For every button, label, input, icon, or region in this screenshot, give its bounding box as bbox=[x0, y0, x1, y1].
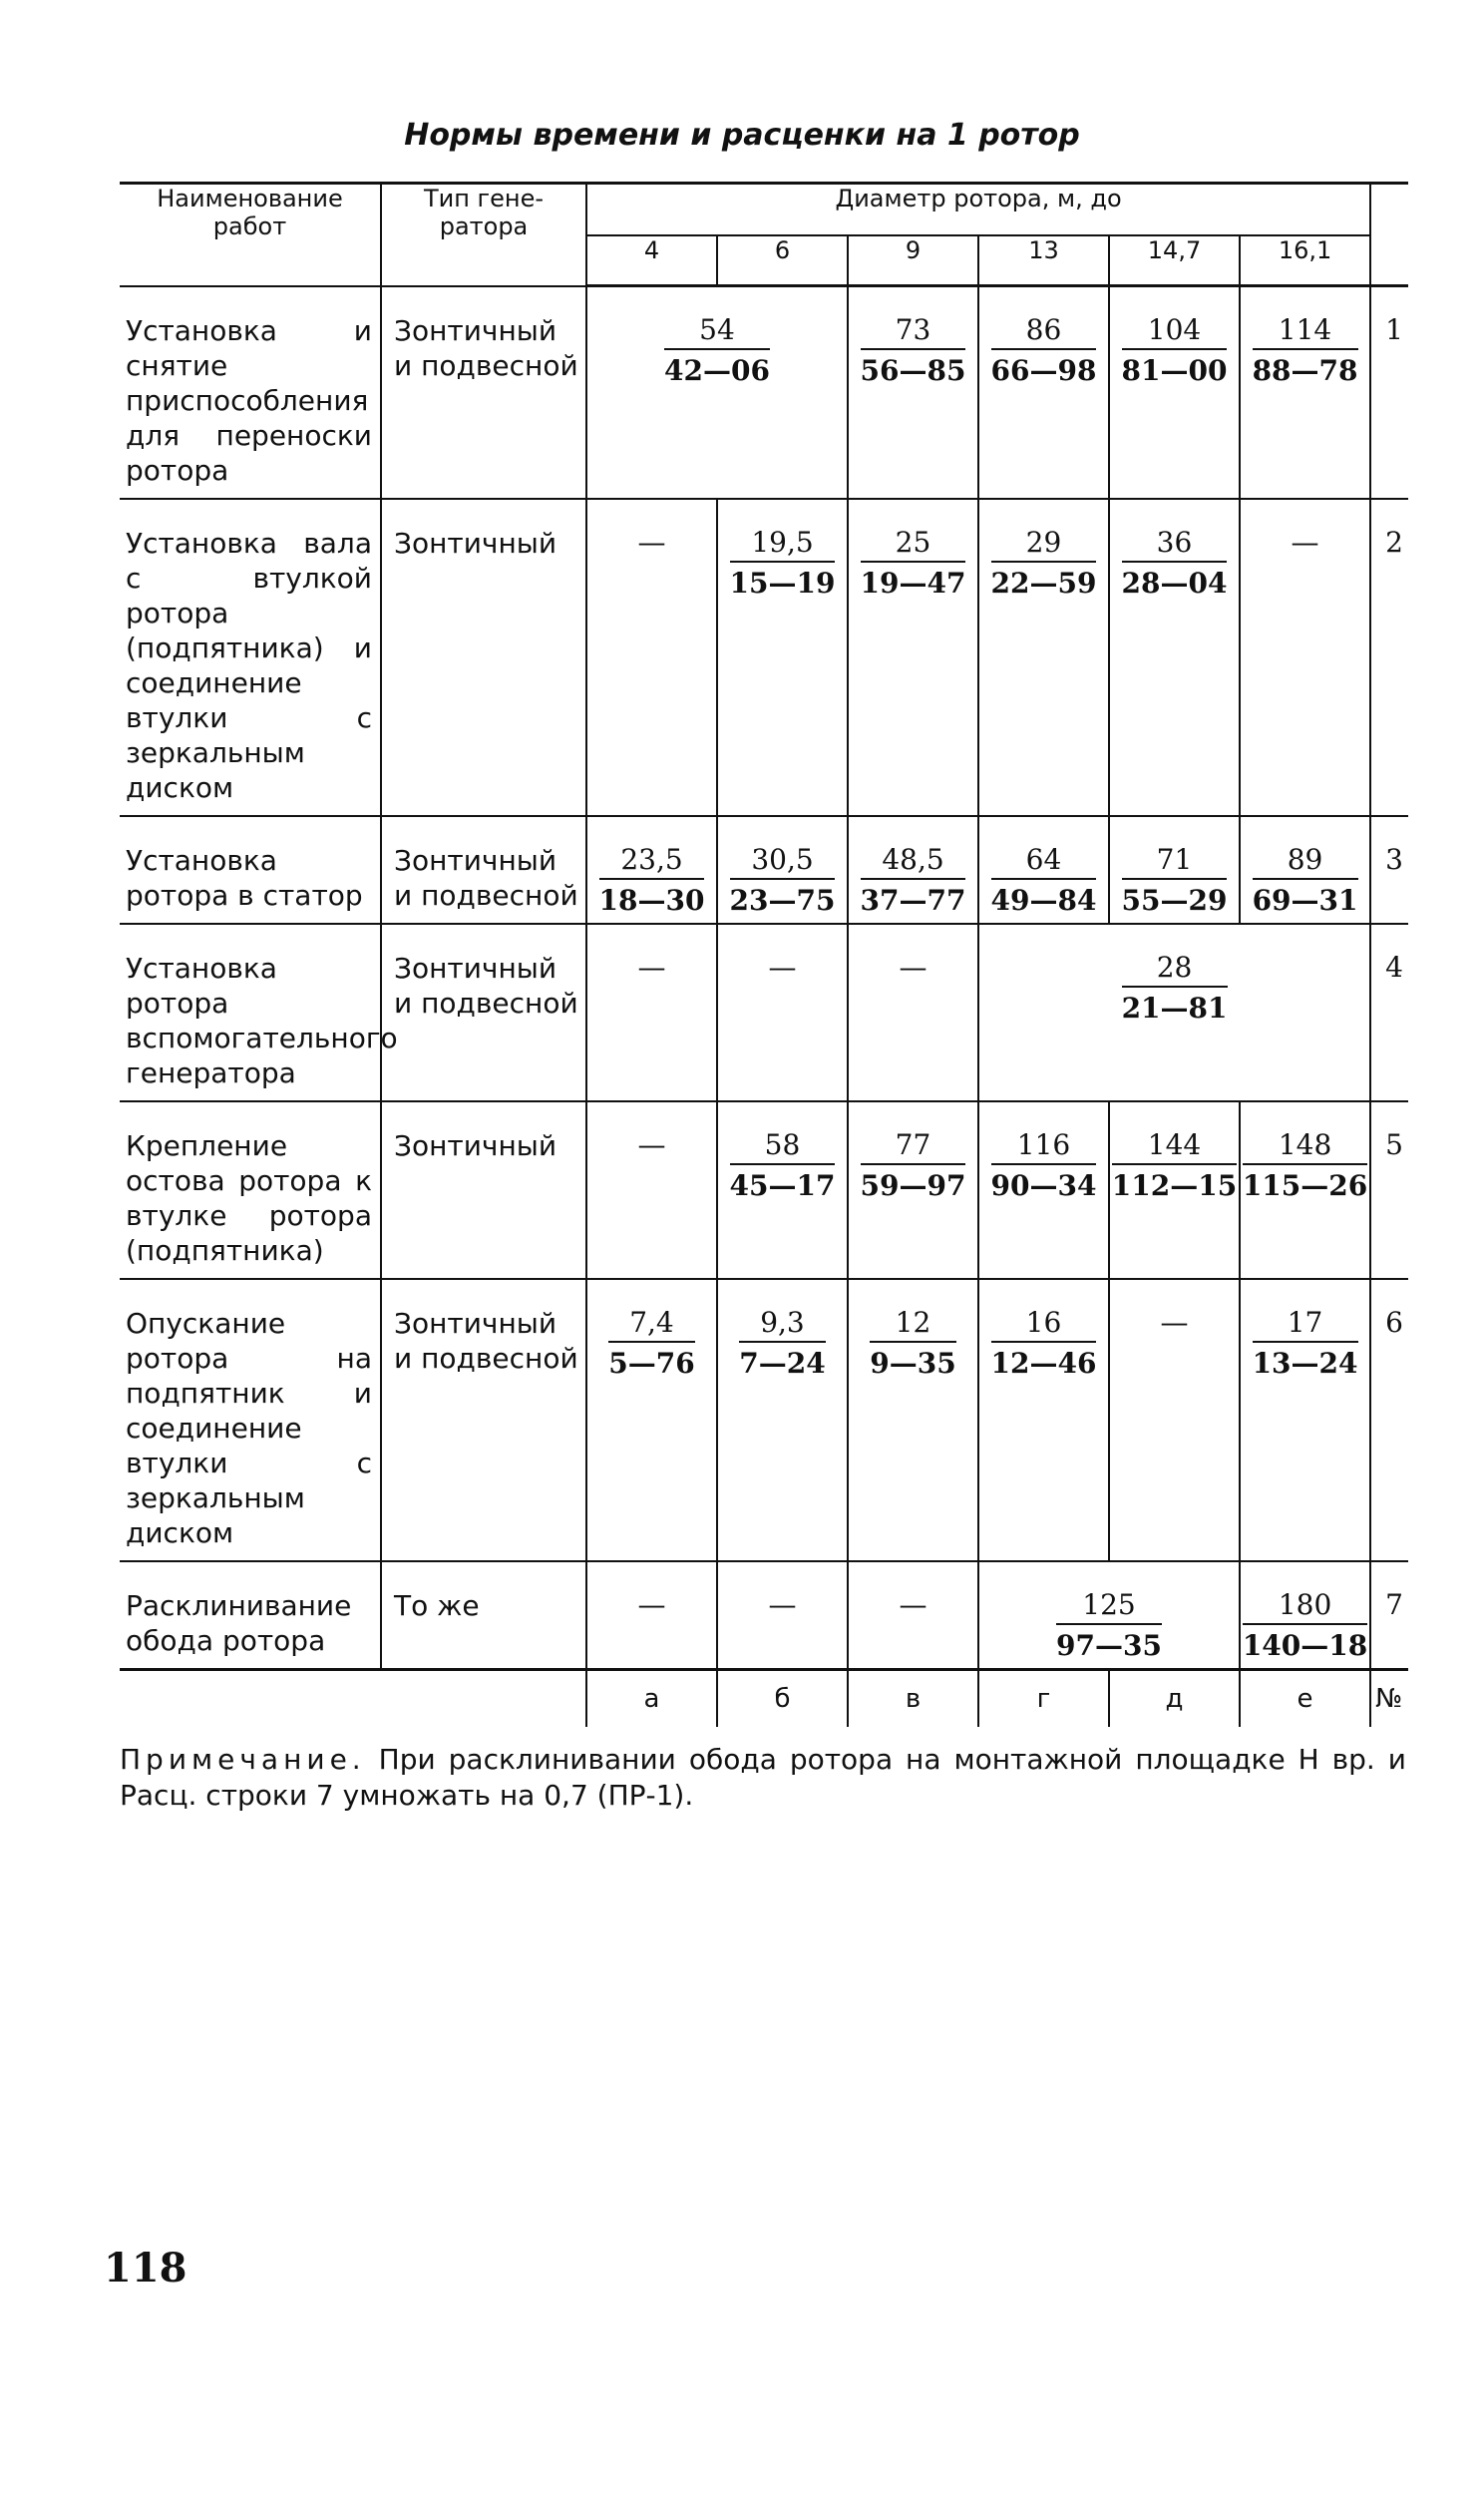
norm-fraction bbox=[1122, 951, 1228, 1025]
time-norm-value: 180 bbox=[1243, 1588, 1367, 1625]
empty-value-dash: — bbox=[586, 924, 717, 1101]
row-number: 5 bbox=[1370, 1101, 1408, 1279]
work-name-cell: Установка и снятие приспособления для переноски ротора bbox=[120, 286, 381, 499]
footer-letter: д bbox=[1109, 1669, 1240, 1727]
rate-value: 28—04 bbox=[1121, 566, 1228, 600]
norm-value-cell bbox=[1240, 1561, 1370, 1670]
time-norm-value: 64 bbox=[991, 843, 1097, 880]
time-norm-value: 54 bbox=[664, 313, 770, 350]
norm-value-cell bbox=[1240, 286, 1370, 499]
norm-fraction bbox=[739, 1306, 825, 1380]
norm-value-cell bbox=[978, 286, 1109, 499]
footer-letter: е bbox=[1240, 1669, 1370, 1727]
page-number: 118 bbox=[104, 2245, 187, 2292]
rate-value: 7—24 bbox=[739, 1346, 826, 1380]
time-norm-value: 16 bbox=[991, 1306, 1097, 1343]
norm-value-cell bbox=[1109, 816, 1240, 924]
generator-type-cell: Зонтичный bbox=[381, 1101, 586, 1279]
header-diameter-label: Диаметр ротора, м, до bbox=[835, 185, 1122, 212]
rate-value: 23—75 bbox=[729, 883, 836, 917]
work-name-cell: Опускание ротора на подпятник и соединение втулки с зеркальным диском bbox=[120, 1279, 381, 1561]
norm-value-cell bbox=[586, 816, 717, 924]
header-diameter-value: 16,1 bbox=[1240, 235, 1370, 286]
time-norm-value: 30,5 bbox=[730, 843, 836, 880]
table-row bbox=[120, 1561, 1408, 1670]
norm-fraction bbox=[991, 843, 1097, 917]
table-row bbox=[120, 499, 1408, 816]
rate-value: 18—30 bbox=[598, 883, 705, 917]
rate-value: 115—26 bbox=[1242, 1168, 1368, 1202]
generator-type-cell: Зонтичный и подвесной bbox=[381, 286, 586, 499]
note-label: Примечание. bbox=[120, 1743, 366, 1776]
work-name-cell: Расклинивание обода ротора bbox=[120, 1561, 381, 1670]
empty-value-dash: — bbox=[586, 1561, 717, 1670]
empty-value-dash: — bbox=[717, 1561, 848, 1670]
time-norm-value: 58 bbox=[730, 1128, 836, 1165]
footer-letter: в bbox=[848, 1669, 978, 1727]
time-norm-value: 71 bbox=[1122, 843, 1228, 880]
rate-value: 9—35 bbox=[870, 1346, 956, 1380]
norm-fraction bbox=[1243, 1128, 1367, 1202]
empty-value-dash: — bbox=[717, 924, 848, 1101]
header-generator-type-label: Тип гене-ратора bbox=[423, 185, 545, 240]
time-norm-value: 23,5 bbox=[599, 843, 705, 880]
rate-value: 5—76 bbox=[608, 1346, 695, 1380]
norm-value-cell bbox=[1240, 1101, 1370, 1279]
rate-value: 88—78 bbox=[1252, 354, 1358, 387]
table-row bbox=[120, 924, 1408, 1101]
norms-table bbox=[120, 182, 1408, 1727]
time-norm-value: 114 bbox=[1253, 313, 1358, 350]
footer-empty bbox=[120, 1669, 586, 1727]
footer-number-sign: № bbox=[1370, 1669, 1408, 1727]
rate-value: 19—47 bbox=[860, 566, 966, 600]
norm-fraction bbox=[664, 313, 770, 387]
norm-fraction bbox=[1056, 1588, 1162, 1662]
header-work-name-label: Наименование работ bbox=[157, 185, 343, 240]
empty-value-dash: — bbox=[1109, 1279, 1240, 1561]
time-norm-value: 7,4 bbox=[608, 1306, 694, 1343]
rate-value: 55—29 bbox=[1121, 883, 1228, 917]
norms-table-wrapper bbox=[120, 182, 1408, 1727]
norm-value-cell bbox=[586, 1279, 717, 1561]
norm-fraction bbox=[870, 1306, 955, 1380]
work-name-cell: Крепление остова ротора к втулке ротора (подпятника) bbox=[120, 1101, 381, 1279]
norm-fraction bbox=[861, 526, 966, 600]
row-number: 1 bbox=[1370, 286, 1408, 499]
generator-type-cell: То же bbox=[381, 1561, 586, 1670]
header-work-name bbox=[120, 184, 381, 286]
time-norm-value: 36 bbox=[1122, 526, 1228, 563]
rate-value: 13—24 bbox=[1252, 1346, 1358, 1380]
rate-value: 97—35 bbox=[1056, 1628, 1162, 1662]
table-row bbox=[120, 1101, 1408, 1279]
norm-value-cell bbox=[848, 1279, 978, 1561]
norm-value-cell bbox=[1109, 1101, 1240, 1279]
header-generator-type bbox=[381, 184, 586, 286]
rate-value: 49—84 bbox=[990, 883, 1097, 917]
norm-value-cell bbox=[717, 499, 848, 816]
time-norm-value: 25 bbox=[861, 526, 966, 563]
table-body bbox=[120, 286, 1408, 1670]
norm-fraction bbox=[861, 1128, 966, 1202]
rate-value: 90—34 bbox=[990, 1168, 1097, 1202]
table-footer-row bbox=[120, 1669, 1408, 1727]
table-row bbox=[120, 1279, 1408, 1561]
norm-value-cell bbox=[1109, 499, 1240, 816]
norm-value-cell bbox=[1109, 286, 1240, 499]
work-name-cell: Установка ротора вспомогательного генератора bbox=[120, 924, 381, 1101]
norm-fraction bbox=[1112, 1128, 1237, 1202]
empty-value-dash: — bbox=[848, 924, 978, 1101]
norm-value-cell bbox=[586, 286, 848, 499]
time-norm-value: 28 bbox=[1122, 951, 1228, 988]
norm-fraction bbox=[1122, 313, 1228, 387]
rate-value: 140—18 bbox=[1242, 1628, 1368, 1662]
time-norm-value: 86 bbox=[991, 313, 1097, 350]
footer-letter: г bbox=[978, 1669, 1109, 1727]
norm-fraction bbox=[1253, 1306, 1358, 1380]
empty-value-dash: — bbox=[586, 1101, 717, 1279]
norm-fraction bbox=[730, 843, 836, 917]
norm-fraction bbox=[1122, 526, 1228, 600]
norm-value-cell bbox=[978, 1561, 1240, 1670]
time-norm-value: 104 bbox=[1122, 313, 1228, 350]
header-diameter-value: 13 bbox=[978, 235, 1109, 286]
norm-fraction bbox=[1243, 1588, 1367, 1662]
row-number: 2 bbox=[1370, 499, 1408, 816]
time-norm-value: 29 bbox=[991, 526, 1097, 563]
time-norm-value: 48,5 bbox=[861, 843, 966, 880]
rate-value: 112—15 bbox=[1111, 1168, 1238, 1202]
norm-fraction bbox=[730, 1128, 836, 1202]
norm-value-cell bbox=[848, 286, 978, 499]
empty-value-dash: — bbox=[1240, 499, 1370, 816]
rate-value: 56—85 bbox=[860, 354, 966, 387]
work-name-cell: Установка ротора в статор bbox=[120, 816, 381, 924]
norm-fraction bbox=[1253, 313, 1358, 387]
norm-value-cell bbox=[978, 924, 1370, 1101]
footer-letter: а bbox=[586, 1669, 717, 1727]
norm-value-cell bbox=[1240, 1279, 1370, 1561]
time-norm-value: 89 bbox=[1253, 843, 1358, 880]
time-norm-value: 148 bbox=[1243, 1128, 1367, 1165]
time-norm-value: 9,3 bbox=[739, 1306, 825, 1343]
norm-value-cell bbox=[1240, 816, 1370, 924]
time-norm-value: 12 bbox=[870, 1306, 955, 1343]
norm-value-cell bbox=[848, 1101, 978, 1279]
norm-value-cell bbox=[978, 816, 1109, 924]
generator-type-cell: Зонтичный и подвесной bbox=[381, 816, 586, 924]
header-diameter-value: 9 bbox=[848, 235, 978, 286]
rate-value: 45—17 bbox=[729, 1168, 836, 1202]
empty-value-dash: — bbox=[848, 1561, 978, 1670]
norm-fraction bbox=[991, 1306, 1097, 1380]
norm-value-cell bbox=[978, 499, 1109, 816]
generator-type-cell: Зонтичный bbox=[381, 499, 586, 816]
time-norm-value: 116 bbox=[991, 1128, 1097, 1165]
generator-type-cell: Зонтичный и подвесной bbox=[381, 924, 586, 1101]
rate-value: 37—77 bbox=[860, 883, 966, 917]
empty-value-dash: — bbox=[586, 499, 717, 816]
row-number: 6 bbox=[1370, 1279, 1408, 1561]
time-norm-value: 125 bbox=[1056, 1588, 1162, 1625]
rate-value: 15—19 bbox=[729, 566, 836, 600]
work-name-cell: Установка вала с втулкой ротора (подпятника) и соединение втулки с зеркальным диском bbox=[120, 499, 381, 816]
rate-value: 21—81 bbox=[1121, 991, 1228, 1025]
rate-value: 81—00 bbox=[1121, 354, 1228, 387]
rate-value: 12—46 bbox=[990, 1346, 1097, 1380]
header-diameter-value: 4 bbox=[586, 235, 717, 286]
table-row bbox=[120, 816, 1408, 924]
norm-value-cell bbox=[717, 816, 848, 924]
note-text: При расклинивании обода ротора на монтажной площадке Н вр. и Расц. строки 7 умножать на 0,7 (ПР-1). bbox=[120, 1743, 1406, 1812]
header-diameter-value: 14,7 bbox=[1109, 235, 1240, 286]
norm-fraction bbox=[861, 843, 966, 917]
time-norm-value: 144 bbox=[1112, 1128, 1237, 1165]
header-diameter bbox=[586, 184, 1370, 236]
norm-value-cell bbox=[717, 1101, 848, 1279]
time-norm-value: 73 bbox=[861, 313, 966, 350]
norm-fraction bbox=[730, 526, 836, 600]
table-note bbox=[120, 1742, 1406, 1814]
rate-value: 66—98 bbox=[990, 354, 1097, 387]
norm-fraction bbox=[599, 843, 705, 917]
norm-value-cell bbox=[717, 1279, 848, 1561]
norm-fraction bbox=[991, 1128, 1097, 1202]
rate-value: 59—97 bbox=[860, 1168, 966, 1202]
rate-value: 22—59 bbox=[990, 566, 1097, 600]
norm-value-cell bbox=[978, 1279, 1109, 1561]
norm-fraction bbox=[861, 313, 966, 387]
row-number: 7 bbox=[1370, 1561, 1408, 1670]
generator-type-cell: Зонтичный и подвесной bbox=[381, 1279, 586, 1561]
footer-letter: б bbox=[717, 1669, 848, 1727]
header-number-col bbox=[1370, 184, 1408, 286]
norm-fraction bbox=[991, 313, 1097, 387]
rate-value: 69—31 bbox=[1252, 883, 1358, 917]
norm-fraction bbox=[1253, 843, 1358, 917]
header-diameter-value: 6 bbox=[717, 235, 848, 286]
time-norm-value: 17 bbox=[1253, 1306, 1358, 1343]
norm-fraction bbox=[608, 1306, 694, 1380]
row-number: 3 bbox=[1370, 816, 1408, 924]
rate-value: 42—06 bbox=[664, 354, 770, 387]
time-norm-value: 77 bbox=[861, 1128, 966, 1165]
norm-fraction bbox=[1122, 843, 1228, 917]
page-title: Нормы времени и расценки на 1 ротор bbox=[404, 118, 1080, 153]
norm-fraction bbox=[991, 526, 1097, 600]
row-number: 4 bbox=[1370, 924, 1408, 1101]
norm-value-cell bbox=[978, 1101, 1109, 1279]
norm-value-cell bbox=[848, 499, 978, 816]
table-row bbox=[120, 286, 1408, 499]
time-norm-value: 19,5 bbox=[730, 526, 836, 563]
norm-value-cell bbox=[848, 816, 978, 924]
